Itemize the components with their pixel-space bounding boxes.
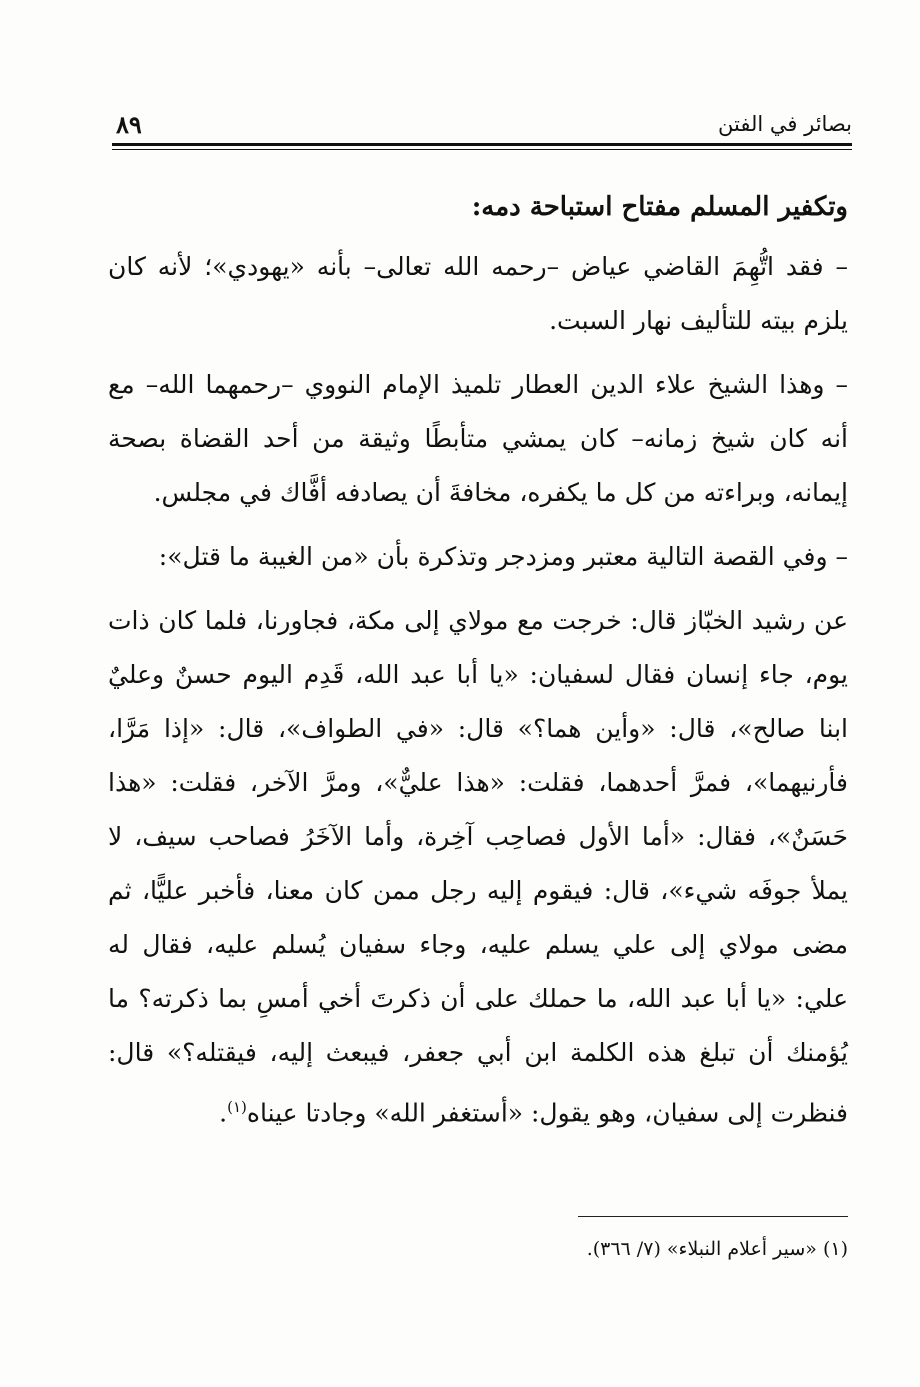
paragraph-qadi-iyad: – فقد اتُّهِمَ القاضي عياض –رحمه الله تعالى– بأنه «يهودي»؛ لأنه كان يلزم بيته للتأليف نهار السبت. xyxy=(108,252,848,335)
body-text xyxy=(108,180,848,1140)
paragraph-story-intro: – وفي القصة التالية معتبر ومزدجر وتذكرة بأن «من الغيبة ما قتل»: xyxy=(158,542,848,571)
footnote-separator xyxy=(578,1216,848,1217)
footnote-reference: (١) xyxy=(227,1098,247,1116)
header-rule-thin xyxy=(112,149,852,150)
footnote xyxy=(587,1234,848,1264)
section-heading: وتكفير المسلم مفتاح استباحة دمه: xyxy=(471,192,848,222)
footnote-text: «سير أعلام النبلاء» (٧/ ٣٦٦). xyxy=(586,1238,817,1260)
header-rule-thick xyxy=(112,143,852,146)
story-text: عن رشيد الخبّاز قال: خرجت مع مولاي إلى مكة، فجاورنا، فلما كان ذات يوم، جاء إنسان فقال لسفيان: «يا أبا عبد الله، قَدِم اليوم حسنٌ وعليٌ ابنا صالح»، قال: «وأين هما؟» قال: «في الطواف»، قال: «إذا مَرَّا، فأرنيهما»، فمرَّ أحدهما، فقلت: «هذا عليٌّ»، ومرَّ الآخر، فقلت: «هذا حَسَنٌ»، فقال: «أما الأول فصاحِب آخِرة، وأما الآخَرُ فصاحب سيف، لا يملأ جوفَه شيء»، قال: فيقوم إليه رجل ممن كان معنا، فأخبر عليًّا، ثم مضى مولاي إلى علي يسلم عليه، وجاء سفيان يُسلم عليه، فقال له علي: «يا أبا عبد الله، ما حملك على أن ذكرتَ أخي أمسِ بما ذكرته؟ ما يُؤمنك أن تبلغ هذه الكلمة ابن أبي جعفر، فيبعث إليه، فيقتله؟» قال: فنظرت إلى سفيان، وهو يقول: «أستغفر الله» وجادتا عيناه xyxy=(108,606,848,1128)
story-end: . xyxy=(219,1098,228,1128)
paragraph-alaa-aldin: – وهذا الشيخ علاء الدين العطار تلميذ الإمام النووي –رحمهما الله– مع أنه كان شيخ زمانه– كان يمشي متأبطًا وثيقة من أحد القضاة بصحة إيمانه، وبراءته من كل ما يكفره، مخافةَ أن يصادفه أفَّاك في مجلس. xyxy=(108,370,848,507)
page-header xyxy=(112,108,852,148)
footnote-marker: (١) xyxy=(822,1238,848,1260)
page-number: ٨٩ xyxy=(116,110,142,139)
running-title: بصائر في الفتن xyxy=(718,112,852,136)
paragraph-story xyxy=(108,594,848,1140)
